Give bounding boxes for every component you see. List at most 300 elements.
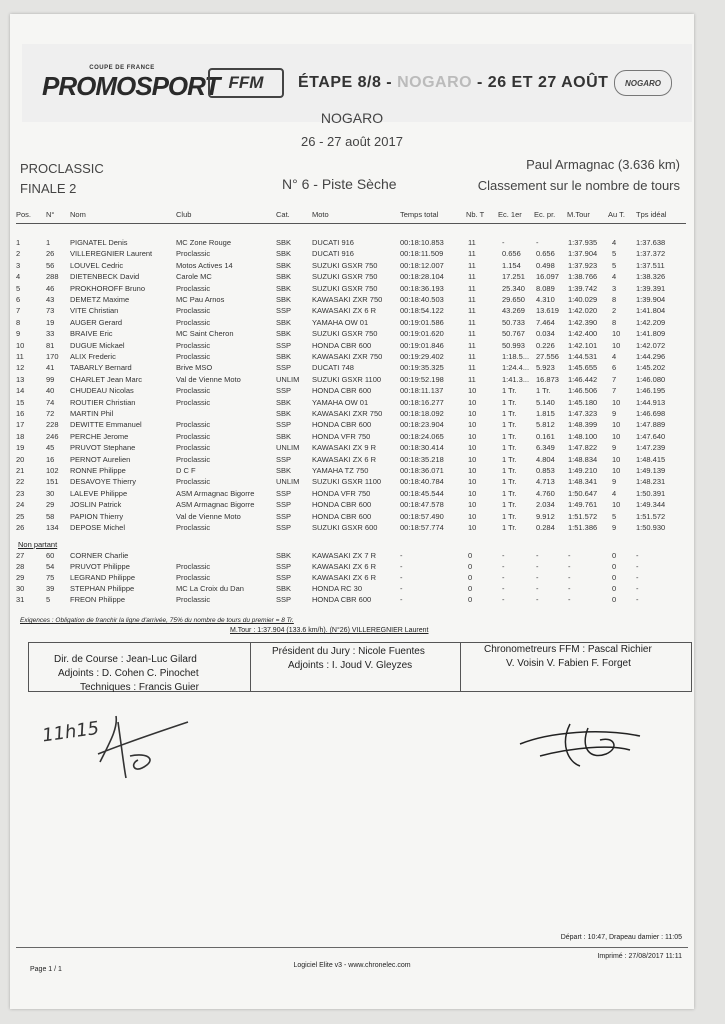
cell-num: 72 <box>46 409 55 418</box>
cell-best: 1:42.390 <box>568 317 598 327</box>
cell-time: 00:19:01.620 <box>400 329 444 339</box>
cell-gapp: 0.034 <box>536 329 555 339</box>
table-row <box>10 363 694 374</box>
cell-laps: 11 <box>468 283 476 293</box>
start-finish-times: Départ : 10:47, Drapeau damier : 11:05 <box>560 934 682 941</box>
cell-moto: HONDA RC 30 <box>312 584 363 593</box>
cell-time: 00:18:36.071 <box>400 466 444 475</box>
cell-club: Proclassic <box>176 573 211 582</box>
cell-gap1: - <box>502 595 505 604</box>
cell-pos: 27 <box>16 551 25 560</box>
table-row <box>10 306 694 317</box>
cell-moto: KAWASAKI ZXR 750 <box>312 352 383 361</box>
cell-time: 00:18:36.193 <box>400 283 444 293</box>
cell-gapp: - <box>536 562 539 571</box>
cell-lap: 10 <box>612 466 621 475</box>
cell-cat: SSP <box>276 306 292 316</box>
cell-lap: 10 <box>612 454 621 464</box>
cell-club: Proclassic <box>176 595 211 604</box>
ranking-mode: Classement sur le nombre de tours <box>477 178 680 193</box>
cell-name: VITE Christian <box>70 306 119 316</box>
cell-name: PERNOT Aurelien <box>70 454 131 464</box>
table-row <box>10 500 694 511</box>
cell-cat: UNLIM <box>276 443 300 453</box>
cell-club: Proclassic <box>176 477 211 487</box>
cell-club: Proclassic <box>176 443 211 453</box>
cell-moto: KAWASAKI ZX 6 R <box>312 562 377 571</box>
cell-lap: 9 <box>612 523 617 532</box>
cell-time: 00:19:01.846 <box>400 340 444 350</box>
cell-ideal: - <box>636 562 639 571</box>
cell-gap1: 1 Tr. <box>502 397 517 407</box>
cell-name: RONNE Philippe <box>70 466 126 475</box>
cell-gapp: 1 Tr. <box>536 386 551 396</box>
cell-club: Proclassic <box>176 420 211 430</box>
cell-time: 00:18:57.774 <box>400 523 444 532</box>
cell-pos: 23 <box>16 488 25 498</box>
cell-laps: 10 <box>468 397 477 407</box>
cell-name: LEGRAND Philippe <box>70 573 136 582</box>
cell-lap: 4 <box>612 238 617 247</box>
cell-lap: 0 <box>612 573 617 582</box>
cell-pos: 3 <box>16 260 21 270</box>
table-row <box>10 295 694 306</box>
column-headers: Pos. N° Nom Club Cat. Moto Temps total Nb. T Ec. 1er Ec. pr. M.Tour Au T. Tps idéal <box>16 210 667 219</box>
table-row <box>10 352 694 363</box>
cell-moto: DUCATI 748 <box>312 363 354 373</box>
cell-moto: KAWASAKI ZX 7 R <box>312 551 377 560</box>
cell-num: 102 <box>46 466 59 475</box>
cell-time: 00:18:16.277 <box>400 397 444 407</box>
cell-lap: 2 <box>612 306 617 316</box>
table-row <box>10 249 694 260</box>
cell-ideal: 1:48.231 <box>636 477 666 487</box>
cell-cat: SSP <box>276 523 292 532</box>
cell-gap1: 0.656 <box>502 249 521 259</box>
table-row <box>10 489 694 500</box>
cell-lap: 4 <box>612 352 617 361</box>
cell-laps: 11 <box>468 374 476 384</box>
cell-name: DIETENBECK David <box>70 272 140 282</box>
cell-ideal: 1:49.139 <box>636 466 666 475</box>
cell-name: AUGER Gerard <box>70 317 123 327</box>
cell-laps: 0 <box>468 573 473 582</box>
cell-time: 00:18:23.904 <box>400 420 444 430</box>
cell-gapp: 27.556 <box>536 352 559 361</box>
cell-lap: 10 <box>612 329 621 339</box>
cell-best: 1:40.029 <box>568 295 598 304</box>
cell-laps: 10 <box>468 409 477 418</box>
cell-gapp: 0.656 <box>536 249 555 259</box>
cell-ideal: 1:42.072 <box>636 340 666 350</box>
cell-num: 60 <box>46 551 55 560</box>
session: FINALE 2 <box>20 181 77 196</box>
cell-num: 5 <box>46 595 51 604</box>
cell-name: CORNER Charlie <box>70 551 129 560</box>
cell-moto: HONDA CBR 600 <box>312 500 372 510</box>
cell-gap1: 25.340 <box>502 283 525 293</box>
cell-laps: 10 <box>468 386 477 396</box>
cell-pos: 4 <box>16 272 21 282</box>
cell-laps: 10 <box>468 477 477 487</box>
cell-name: PERCHE Jerome <box>70 431 129 441</box>
cell-laps: 11 <box>468 363 476 373</box>
cell-num: 151 <box>46 477 59 487</box>
cell-moto: SUZUKI GSXR 750 <box>312 260 378 270</box>
cell-name: ROUTIER Christian <box>70 397 136 407</box>
cell-gapp: 4.310 <box>536 295 555 304</box>
table-row <box>10 551 694 562</box>
cell-laps: 11 <box>468 295 476 304</box>
cell-pos: 8 <box>16 317 21 327</box>
cell-gapp: 5.812 <box>536 420 555 430</box>
cell-cat: UNLIM <box>276 477 300 487</box>
footer-rule <box>16 947 688 948</box>
cell-time: - <box>400 562 403 571</box>
cell-time: 00:18:40.503 <box>400 295 444 304</box>
cell-laps: 11 <box>468 352 476 361</box>
cell-ideal: 1:50.391 <box>636 488 666 498</box>
cell-time: 00:18:12.007 <box>400 260 444 270</box>
cell-best: 1:45.180 <box>568 397 598 407</box>
cell-best: 1:47.822 <box>568 443 598 453</box>
cell-laps: 11 <box>468 249 476 259</box>
cell-club: Proclassic <box>176 454 211 464</box>
cell-ideal: - <box>636 595 639 604</box>
cell-moto: SUZUKI GSXR 600 <box>312 523 378 532</box>
cell-gap1: 1 Tr. <box>502 523 517 532</box>
cell-moto: SUZUKI GSXR 750 <box>312 283 378 293</box>
cell-ideal: 1:47.640 <box>636 431 666 441</box>
cell-ideal: 1:46.698 <box>636 409 666 418</box>
cell-club: Val de Vienne Moto <box>176 511 241 521</box>
table-row <box>10 455 694 466</box>
cell-num: 56 <box>46 260 55 270</box>
cell-pos: 25 <box>16 511 25 521</box>
cell-lap: 9 <box>612 409 617 418</box>
cell-lap: 9 <box>612 443 617 453</box>
cell-time: 00:18:10.853 <box>400 238 444 247</box>
cell-club: D C F <box>176 466 196 475</box>
cell-pos: 22 <box>16 477 25 487</box>
cell-name: DEWITTE Emmanuel <box>70 420 142 430</box>
cell-pos: 20 <box>16 454 25 464</box>
cell-pos: 2 <box>16 249 21 259</box>
promosport-logo: COUPE DE FRANCE PROMOSPORT <box>42 64 220 101</box>
cell-num: 75 <box>46 573 55 582</box>
best-lap: M.Tour : 1:37.904 (133.6 km/h). (N°26) VILLEREGNIER Laurent <box>230 627 429 634</box>
cell-pos: 16 <box>16 409 25 418</box>
cell-num: 288 <box>46 272 59 282</box>
race-number: N° 6 - Piste Sèche <box>282 176 397 192</box>
cell-num: 43 <box>46 295 55 304</box>
cell-pos: 19 <box>16 443 25 453</box>
cell-laps: 10 <box>468 488 477 498</box>
table-row <box>10 477 694 488</box>
cell-gap1: - <box>502 238 505 247</box>
cell-moto: DUCATI 916 <box>312 238 354 247</box>
timekeeper-signature <box>510 714 660 774</box>
cell-num: 74 <box>46 397 55 407</box>
stage-title: ÉTAPE 8/8 - NOGARO - 26 ET 27 AOÛT <box>298 74 609 91</box>
cell-ideal: 1:38.326 <box>636 272 666 282</box>
table-row <box>10 386 694 397</box>
cell-gap1: 1 Tr. <box>502 454 517 464</box>
cell-pos: 14 <box>16 386 25 396</box>
cell-gapp: - <box>536 595 539 604</box>
cell-num: 39 <box>46 584 55 593</box>
cell-lap: 0 <box>612 551 617 560</box>
cell-moto: DUCATI 916 <box>312 249 354 259</box>
cell-cat: SSP <box>276 454 292 464</box>
cell-pos: 31 <box>16 595 25 604</box>
cell-num: 134 <box>46 523 59 532</box>
cell-moto: KAWASAKI ZX 6 R <box>312 573 377 582</box>
cell-gap1: 1:24.4... <box>502 363 530 373</box>
cell-gap1: 17.251 <box>502 272 525 282</box>
cell-club: Proclassic <box>176 523 211 532</box>
cell-lap: 8 <box>612 295 617 304</box>
cell-lap: 5 <box>612 260 617 270</box>
cell-num: 29 <box>46 500 55 510</box>
cell-club: MC Saint Cheron <box>176 329 234 339</box>
cell-cat: SBK <box>276 584 292 593</box>
cell-lap: 4 <box>612 488 617 498</box>
cell-name: LOUVEL Cedric <box>70 260 124 270</box>
table-row <box>10 584 694 595</box>
cell-laps: 10 <box>468 523 477 532</box>
cell-laps: 11 <box>468 272 476 282</box>
cell-gapp: 16.097 <box>536 272 559 282</box>
cell-moto: YAMAHA OW 01 <box>312 317 369 327</box>
page-number: Page 1 / 1 <box>30 966 62 973</box>
cell-num: 58 <box>46 511 55 521</box>
cell-lap: 5 <box>612 249 617 259</box>
cell-cat: SBK <box>276 295 292 304</box>
cell-moto: HONDA CBR 600 <box>312 511 372 521</box>
cell-cat: SBK <box>276 466 292 475</box>
cell-ideal: 1:46.195 <box>636 386 666 396</box>
cell-gap1: 43.269 <box>502 306 525 316</box>
technical-officials: Techniques : Francis Guier <box>80 682 199 693</box>
cell-lap: 4 <box>612 272 617 282</box>
cell-gap1: 1 Tr. <box>502 386 517 396</box>
cell-lap: 0 <box>612 595 617 604</box>
cell-cat: SSP <box>276 386 292 396</box>
cell-best: 1:38.766 <box>568 272 598 282</box>
cell-name: CHUDEAU Nicolas <box>70 386 134 396</box>
table-row <box>10 318 694 329</box>
cell-club: Proclassic <box>176 249 211 259</box>
cell-laps: 10 <box>468 431 477 441</box>
cell-ideal: 1:42.209 <box>636 317 666 327</box>
cell-best: 1:37.935 <box>568 238 598 247</box>
cell-best: 1:46.506 <box>568 386 598 396</box>
cell-cat: SSP <box>276 573 292 582</box>
cell-gapp: 0.161 <box>536 431 555 441</box>
cell-pos: 21 <box>16 466 25 475</box>
cell-club: MC Pau Arnos <box>176 295 225 304</box>
cell-best: 1:49.210 <box>568 466 598 475</box>
cell-pos: 7 <box>16 306 21 316</box>
cell-gap1: 50.767 <box>502 329 525 339</box>
cell-best: 1:48.341 <box>568 477 598 487</box>
cell-gap1: 50.733 <box>502 317 525 327</box>
cell-ideal: 1:46.080 <box>636 374 666 384</box>
cell-pos: 15 <box>16 397 25 407</box>
cell-best: 1:42.101 <box>568 340 598 350</box>
cell-time: 00:18:57.490 <box>400 511 444 521</box>
venue-title: NOGARO <box>320 110 384 126</box>
cell-gapp: 7.464 <box>536 317 555 327</box>
cell-best: - <box>568 595 571 604</box>
cell-ideal: 1:37.511 <box>636 260 665 270</box>
race-director-adjoints: Adjoints : D. Cohen C. Pinochet <box>58 668 199 679</box>
table-row <box>10 375 694 386</box>
cell-laps: 11 <box>468 306 476 316</box>
cell-cat: SSP <box>276 340 292 350</box>
cell-num: 81 <box>46 340 55 350</box>
cell-num: 41 <box>46 363 55 373</box>
cell-best: 1:45.655 <box>568 363 598 373</box>
cell-time: - <box>400 573 403 582</box>
cell-pos: 10 <box>16 340 25 350</box>
cell-best: - <box>568 584 571 593</box>
cell-club: Motos Actives 14 <box>176 260 233 270</box>
cell-gap1: 1 Tr. <box>502 466 517 475</box>
cell-laps: 11 <box>468 238 476 247</box>
cell-cat: SBK <box>276 238 292 247</box>
cell-best: 1:42.400 <box>568 329 598 339</box>
cell-cat: SSP <box>276 363 292 373</box>
cell-gapp: 4.804 <box>536 454 555 464</box>
cell-laps: 10 <box>468 454 477 464</box>
cell-num: 246 <box>46 431 59 441</box>
cell-gap1: - <box>502 551 505 560</box>
cell-moto: YAMAHA OW 01 <box>312 397 369 407</box>
table-row <box>10 398 694 409</box>
cell-moto: YAMAHA TZ 750 <box>312 466 369 475</box>
cell-pos: 9 <box>16 329 21 339</box>
cell-gapp: - <box>536 573 539 582</box>
exigences: Exigences : Obligation de franchir la ligne d'arrivée, 75% du nombre de tours du premier = 8 Tr. <box>20 617 294 624</box>
non-partant-label: Non partant <box>18 540 58 549</box>
cell-moto: HONDA CBR 600 <box>312 340 372 350</box>
cell-club: Proclassic <box>176 340 211 350</box>
cell-gapp: 2.034 <box>536 500 555 510</box>
cell-time: - <box>400 584 403 593</box>
cell-laps: 11 <box>468 317 476 327</box>
cell-pos: 11 <box>16 352 24 361</box>
cell-ideal: 1:45.202 <box>636 363 666 373</box>
cell-name: PROKHOROFF Bruno <box>70 283 146 293</box>
cell-club: Proclassic <box>176 397 211 407</box>
svg-text:11h15: 11h15 <box>40 717 101 747</box>
cell-laps: 11 <box>468 260 476 270</box>
cell-time: 00:19:01.586 <box>400 317 444 327</box>
cell-club: Proclassic <box>176 352 211 361</box>
cell-num: 33 <box>46 329 55 339</box>
cell-lap: 0 <box>612 584 617 593</box>
cell-laps: 0 <box>468 595 473 604</box>
cell-gapp: 6.349 <box>536 443 555 453</box>
cell-ideal: 1:44.913 <box>636 397 666 407</box>
cell-cat: SSP <box>276 420 292 430</box>
cell-best: 1:48.100 <box>568 431 598 441</box>
jury-president: Président du Jury : Nicole Fuentes <box>272 646 425 657</box>
cell-club: Proclassic <box>176 386 211 396</box>
cell-name: DEPOSE Michel <box>70 523 126 532</box>
cell-cat: SBK <box>276 249 292 259</box>
cell-laps: 10 <box>468 443 477 453</box>
cell-ideal: 1:41.804 <box>636 306 666 316</box>
cell-gap1: 1:41.3... <box>502 374 530 384</box>
cell-cat: SBK <box>276 409 292 418</box>
cell-cat: SBK <box>276 397 292 407</box>
cell-best: 1:48.399 <box>568 420 598 430</box>
cell-laps: 0 <box>468 562 473 571</box>
cell-cat: SSP <box>276 595 292 604</box>
table-row <box>10 523 694 534</box>
cell-club: MC La Croix du Dan <box>176 584 244 593</box>
cell-lap: 7 <box>612 374 617 384</box>
cell-pos: 24 <box>16 500 25 510</box>
timekeepers-names: V. Voisin V. Fabien F. Forget <box>506 658 631 669</box>
cell-gapp: 5.140 <box>536 397 555 407</box>
table-row <box>10 341 694 352</box>
cell-best: 1:37.904 <box>568 249 598 259</box>
cell-ideal: 1:50.930 <box>636 523 666 532</box>
cell-time: 00:18:45.544 <box>400 488 444 498</box>
cell-laps: 11 <box>468 340 476 350</box>
cell-ideal: 1:39.904 <box>636 295 666 304</box>
cell-laps: 0 <box>468 584 473 593</box>
cell-name: MARTIN Phil <box>70 409 114 418</box>
officials-divider-2 <box>460 642 461 692</box>
table-row <box>10 573 694 584</box>
cell-club: Proclassic <box>176 562 211 571</box>
cell-best: 1:42.020 <box>568 306 598 316</box>
cell-gap1: - <box>502 562 505 571</box>
software-credit: Logiciel Elite v3 - www.chronelec.com <box>293 962 411 969</box>
cell-lap: 0 <box>612 562 617 571</box>
cell-moto: HONDA CBR 600 <box>312 386 372 396</box>
cell-moto: KAWASAKI ZX 9 R <box>312 443 377 453</box>
cell-time: 00:18:24.065 <box>400 431 444 441</box>
cell-time: 00:18:54.122 <box>400 306 444 316</box>
cell-moto: KAWASAKI ZXR 750 <box>312 409 383 418</box>
cell-club: Proclassic <box>176 317 211 327</box>
cell-cat: SBK <box>276 272 292 282</box>
cell-ideal: 1:47.239 <box>636 443 666 453</box>
cell-laps: 10 <box>468 500 477 510</box>
cell-lap: 10 <box>612 431 621 441</box>
cell-club: Carole MC <box>176 272 212 282</box>
cell-pos: 12 <box>16 363 25 373</box>
jury-adjoints: Adjoints : I. Joud V. Gleyzes <box>288 660 413 671</box>
cell-moto: SUZUKI GSXR 1100 <box>312 374 382 384</box>
cell-time: - <box>400 595 403 604</box>
cell-name: ALIX Frederic <box>70 352 116 361</box>
cell-time: 00:18:40.784 <box>400 477 444 487</box>
cell-name: DUGUE Mickael <box>70 340 125 350</box>
cell-club: Val de Vienne Moto <box>176 374 241 384</box>
cell-time: 00:18:47.578 <box>400 500 444 510</box>
cell-ideal: 1:37.372 <box>636 249 666 259</box>
cell-best: 1:44.531 <box>568 352 598 361</box>
cell-lap: 5 <box>612 511 617 521</box>
cell-ideal: 1:51.572 <box>636 511 666 521</box>
